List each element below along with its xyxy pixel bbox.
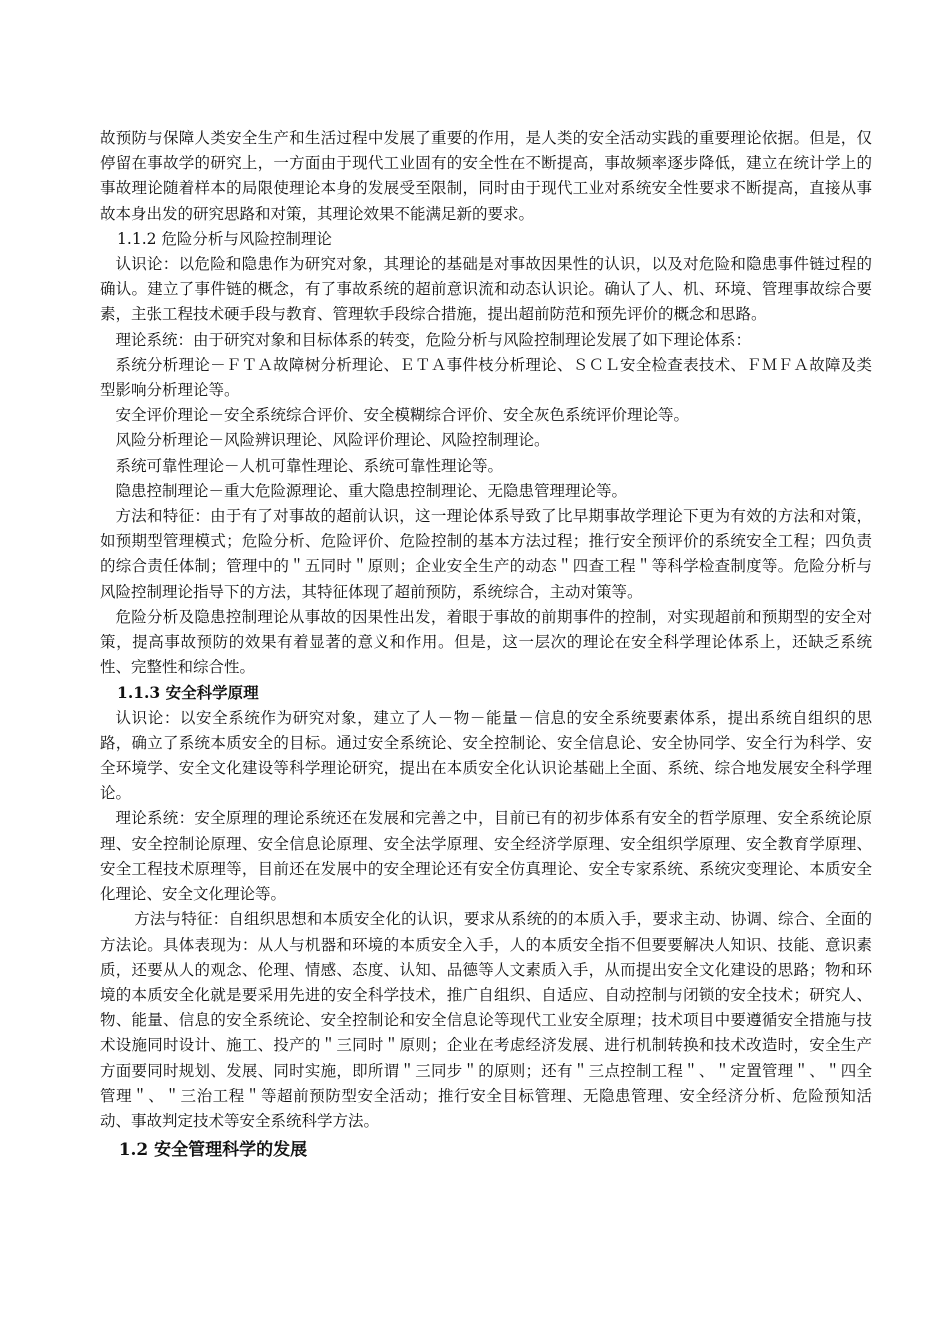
theory-system-paragraph-1-1-3: 理论系统：安全原理的理论系统还在发展和完善之中，目前已有的初步体系有安全的哲学原理、安全系统论原理、安全控制论原理、安全信息论原理、安全法学原理、安全经济学原理、安全组织学原理、安全教育学原理、安全工程技术原理等，目前还在发展中的安全理论还有安全仿真理论、安全专家系统、系统灾变理论、本质安全化理论、安全文化理论等。 (100, 809, 872, 904)
theory-system-paragraph-1-1-2: 理论系统：由于研究对象和目标体系的转变，危险分析与风险控制理论发展了如下理论体系： (115, 330, 752, 349)
section-heading-1-1-3: 1.1.3 安全科学原理 (117, 683, 259, 703)
intro-paragraph: 故预防与保障人类安全生产和生活过程中发展了重要的作用，是人类的安全活动实践的重要理论依据。但是，仅停留在事故学的研究上，一方面由于现代工业固有的安全性在不断提高，事故频率逐步降低，建立在统计学上的事故理论随着样本的局限使理论本身的发展受至限制，同时由于现代工业对系统安全性要求不断提高，直接从事故本身出发的研究思路和对策，其理论效果不能满足新的要求。 (100, 129, 872, 223)
method-paragraph-1-1-3: 方法与特征：自组织思想和本质安全化的认识，要求从系统的的本质入手，要求主动、协调、综合、全面的方法论。具体表现为：从人与机器和环境的本质安全入手，人的本质安全指不但要要解决人知识、技能、意识素质，还要从人的观念、伦理、情感、态度、认知、品德等人文素质入手，从而提出安全文化建设的思路；物和环境的本质安全化就是要采用先进的安全科学技术，推广自组织、自适应、自动控制与闭锁的安全技术；研究人、物、能量、信息的安全系统论、安全控制论和安全信息论等现代工业安全原理；技术项目中要遵循安全措施与技术设施同时设计、施工、投产的＂三同时＂原则；企业在考虑经济发展、进行机制转换和技术改造时，安全生产方面要同时规划、发展、同时实施，即所谓＂三同步＂的原则；还有＂三点控制工程＂、＂定置管理＂、＂四全管理＂、＂三治工程＂等超前预防型安全活动；推行安全目标管理、无隐患管理、安全经济分析、危险预知活动、事故判定技术等安全系统科学方法。 (100, 910, 872, 1130)
epistemology-paragraph-1-1-2: 认识论：以危险和隐患作为研究对象，其理论的基础是对事故因果性的认识，以及对危险和隐患事件链过程的确认。建立了事件链的概念，有了事故系统的超前意识流和动态认识论。确认了人、机、环境、管理事故综合要素，主张工程技术硬手段与教育、管理软手段综合措施，提出超前防范和预先评价的概念和思路。 (100, 255, 872, 324)
method-paragraph-1-1-2: 方法和特征：由于有了对事故的超前认识，这一理论体系导致了比早期事故学理论下更为有效的方法和对策，如预期型管理模式；危险分析、危险评价、危险控制的基本方法过程；推行安全预评价的系统安全工程；四负责的综合责任体制；管理中的＂五同时＂原则；企业安全生产的动态＂四查工程＂等科学检查制度等。危险分析与风险控制理论指导下的方法，其特征体现了超前预防，系统综合，主动对策等。 (100, 507, 872, 601)
list-item-reliability: 系统可靠性理论－人机可靠性理论、系统可靠性理论等。 (115, 456, 504, 475)
section-heading-1-1-2: 1.1.2 危险分析与风险控制理论 (117, 229, 332, 248)
epistemology-paragraph-1-1-3: 认识论：以安全系统作为研究对象，建立了人－物－能量－信息的安全系统要素体系，提出系统自组织的思路，确立了系统本质安全的目标。通过安全系统论、安全控制论、安全信息论、安全协同学、安全行为科学、安全环境学、安全文化建设等科学理论研究，提出在本质安全化认识论基础上全面、系统、综合地发展安全科学理论。 (100, 708, 872, 803)
list-item-system-analysis: 系统分析理论－ＦＴＡ故障树分析理论、ＥＴＡ事件枝分析理论、ＳＣＬ安全检查表技术、ＦＭＦＡ故障及类型影响分析理论等。 (100, 355, 872, 400)
document-body (100, 126, 872, 1163)
section-heading-1-2: 1.2 安全管理科学的发展 (118, 1140, 308, 1161)
summary-paragraph-1-1-2: 危险分析及隐患控制理论从事故的因果性出发，着眼于事故的前期事件的控制，对实现超前和预期型的安全对策，提高事故预防的效果有着显著的意义和作用。但是，这一层次的理论在安全科学理论体系上，还缺乏系统性、完整性和综合性。 (100, 607, 872, 677)
list-item-hazard-control: 隐患控制理论－重大危险源理论、重大隐患控制理论、无隐患管理理论等。 (115, 481, 628, 500)
list-item-risk-analysis: 风险分析理论－风险辨识理论、风险评价理论、风险控制理论。 (115, 431, 550, 450)
list-item-safety-evaluation: 安全评价理论－安全系统综合评价、安全模糊综合评价、安全灰色系统评价理论等。 (115, 406, 690, 425)
